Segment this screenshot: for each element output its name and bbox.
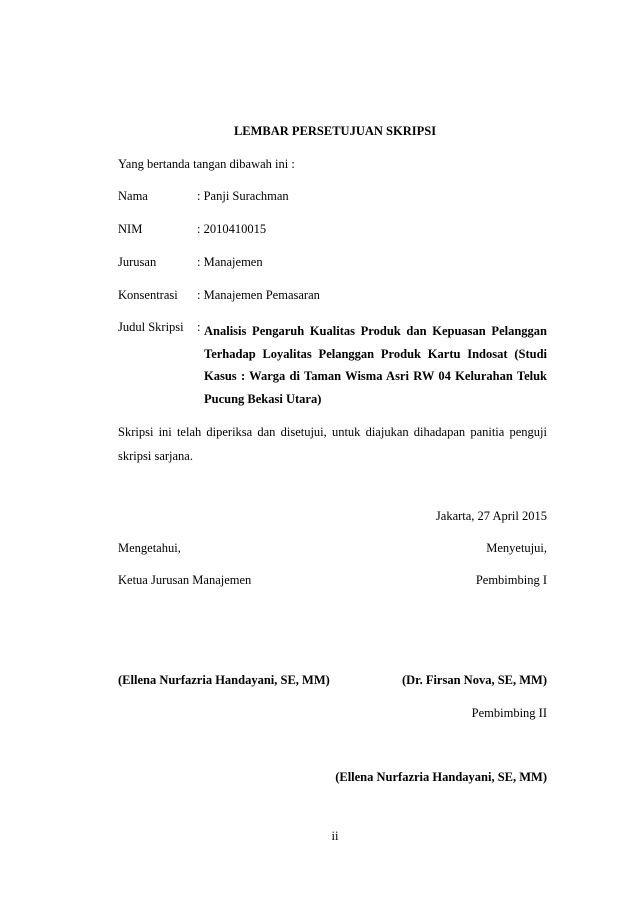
right-sign-role: Pembimbing I (475, 573, 547, 587)
thesis-title-line: Pucung Bekasi Utara) (204, 391, 322, 406)
field-value-nim: : 2010410015 (197, 222, 267, 236)
right-signatory-name: (Dr. Firsan Nova, SE, MM) (401, 673, 547, 687)
place-date: Jakarta, 27 April 2015 (435, 509, 547, 523)
thesis-title-line: Analisis Pengaruh Kualitas Produk dan Kepuasan Pelanggan (204, 324, 547, 338)
field-label-nim: NIM (118, 222, 143, 236)
thesis-title-line: Terhadap Loyalitas Pelanggan Produk Kartu Indosat (Studi (204, 346, 547, 361)
field-label-jurusan: Jurusan (118, 255, 157, 269)
statement-line: Skripsi ini telah diperiksa dan disetujui, untuk diajukan dihadapan panitia penguji (118, 425, 547, 439)
page-number: ii (331, 829, 339, 843)
field-label-judul: Judul Skripsi (118, 320, 184, 334)
intro-text: Yang bertanda tangan dibawah ini : (118, 157, 295, 171)
field-value-konsentrasi: : Manajemen Pemasaran (197, 288, 320, 302)
field-label-konsentrasi: Konsentrasi (118, 288, 178, 302)
left-sign-role: Ketua Jurusan Manajemen (118, 573, 252, 587)
field-colon-judul: : (197, 320, 201, 334)
field-label-nama: Nama (118, 189, 148, 203)
thesis-title (204, 320, 547, 410)
right-sign-heading: Menyetujui, (486, 541, 547, 555)
field-value-jurusan: : Manajemen (197, 255, 263, 269)
left-signatory-name: (Ellena Nurfazria Handayani, SE, MM) (118, 673, 330, 687)
document-title: LEMBAR PERSETUJUAN SKRIPSI (233, 124, 437, 138)
thesis-title-line: Kasus : Warga di Taman Wisma Asri RW 04 Kelurahan Teluk (204, 369, 547, 384)
left-sign-heading: Mengetahui, (118, 541, 181, 555)
approval-statement (118, 420, 547, 468)
second-advisor-role: Pembimbing II (471, 706, 547, 720)
field-value-nama: : Panji Surachman (197, 189, 289, 203)
second-advisor-name: (Ellena Nurfazria Handayani, SE, MM) (335, 770, 547, 784)
statement-line: skripsi sarjana. (118, 449, 193, 463)
